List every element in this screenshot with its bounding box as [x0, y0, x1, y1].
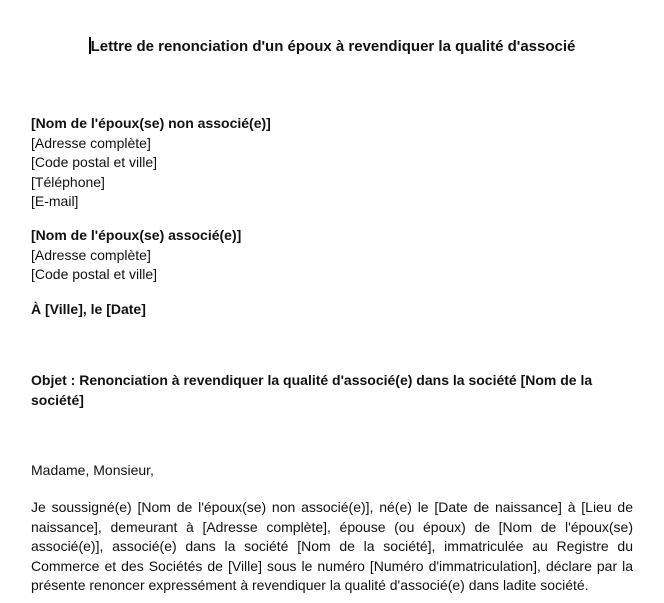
recipient-postal-city: [Code postal et ville] [31, 266, 158, 282]
salutation: Madame, Monsieur, [31, 462, 154, 478]
sender-phone: [Téléphone] [31, 173, 105, 190]
document-title-text: Lettre de renonciation d'un époux à revendiquer la qualité d'associé [90, 38, 576, 55]
recipient-address: [Adresse complète] [31, 246, 151, 263]
body-paragraph: Je soussigné(e) [Nom de l'époux(se) non associé(e)], né(e) le [Date de naissance] à [Lieu de naissance], demeurant à [Adresse complète], épouse (ou époux) de [Nom de l'époux(se) associé(e)], associé(e) dans la société [Nom de la société], immatriculée au Registre du Commerce et des Sociétés de [Ville] sous le numéro [Numéro d'immatriculation], déclare par la présente renoncer expressément à revendiquer la qualité d'associé(e) dans ladite société. [31, 499, 633, 593]
sender-name: [Nom de l'époux(se) non associé(e)] [31, 115, 271, 131]
sender-address: [Adresse complète] [31, 134, 151, 151]
document-title [0, 37, 664, 57]
place-date: À [Ville], le [Date] [31, 301, 146, 317]
sender-email: [E-mail] [31, 193, 79, 209]
subject-line: Objet : Renonciation à revendiquer la qualité d'associé(e) dans la société [Nom de la société] [31, 372, 593, 408]
recipient-block [31, 226, 633, 285]
recipient-name: [Nom de l'époux(se) associé(e)] [31, 227, 242, 243]
sender-postal-city: [Code postal et ville] [31, 154, 158, 170]
sender-block [31, 114, 633, 212]
